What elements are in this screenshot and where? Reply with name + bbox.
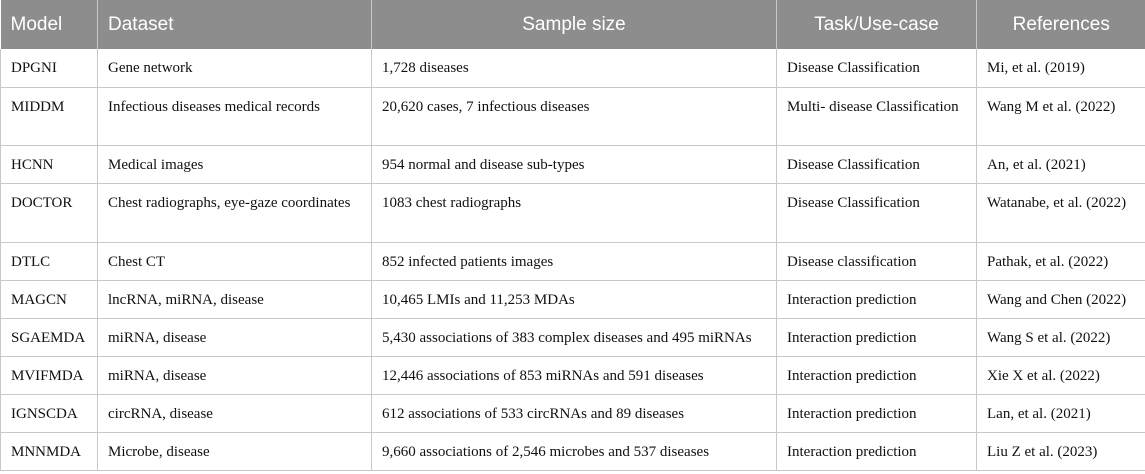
header-model: Model <box>10 13 63 35</box>
cell-reference: Wang M et al. (2022) <box>977 87 1145 145</box>
table-row <box>1 87 1145 145</box>
cell-model: IGNSCDA <box>1 394 98 432</box>
cell-model: DPGNI <box>1 49 98 87</box>
cell-dataset: Infectious diseases medical records <box>98 87 372 145</box>
cell-sample-size: 12,446 associations of 853 miRNAs and 591 diseases <box>372 356 777 394</box>
cell-sample-size: 9,660 associations of 2,546 microbes and 537 diseases <box>372 432 777 470</box>
table-row <box>1 145 1145 183</box>
cell-model: DTLC <box>1 242 98 280</box>
cell-sample-size: 852 infected patients images <box>372 242 777 280</box>
cell-reference: Pathak, et al. (2022) <box>977 242 1145 280</box>
cell-task: Disease Classification <box>777 49 977 87</box>
cell-task: Interaction prediction <box>777 318 977 356</box>
table-row <box>1 280 1145 318</box>
cell-model: MVIFMDA <box>1 356 98 394</box>
cell-model: SGAEMDA <box>1 318 98 356</box>
cell-sample-size: 612 associations of 533 circRNAs and 89 diseases <box>372 394 777 432</box>
cell-task: Interaction prediction <box>777 356 977 394</box>
header-task: Task/Use-case <box>777 0 977 49</box>
table-body <box>1 49 1145 470</box>
cell-sample-size: 20,620 cases, 7 infectious diseases <box>372 87 777 145</box>
cell-reference: Liu Z et al. (2023) <box>977 432 1145 470</box>
table-row <box>1 49 1145 87</box>
cell-dataset: Gene network <box>98 49 372 87</box>
cell-dataset: Chest CT <box>98 242 372 280</box>
table-row <box>1 432 1145 470</box>
cell-model: HCNN <box>1 145 98 183</box>
cell-dataset: lncRNA, miRNA, disease <box>98 280 372 318</box>
cell-task: Multi- disease Classification <box>777 87 977 145</box>
table-row <box>1 394 1145 432</box>
cell-reference: Mi, et al. (2019) <box>977 49 1145 87</box>
cell-dataset: Chest radiographs, eye-gaze coordinates <box>98 183 372 242</box>
cell-sample-size: 10,465 LMIs and 11,253 MDAs <box>372 280 777 318</box>
header-sample-size: Sample size <box>372 0 777 49</box>
cell-model: MIDDM <box>1 87 98 145</box>
cell-sample-size: 1083 chest radiographs <box>372 183 777 242</box>
cell-task: Interaction prediction <box>777 280 977 318</box>
cell-model: MNNMDA <box>1 432 98 470</box>
cell-sample-size: 1,728 diseases <box>372 49 777 87</box>
cell-task: Disease classification <box>777 242 977 280</box>
cell-task: Disease Classification <box>777 145 977 183</box>
cell-task: Interaction prediction <box>777 394 977 432</box>
table-row <box>1 318 1145 356</box>
cell-dataset: miRNA, disease <box>98 356 372 394</box>
cell-reference: Wang and Chen (2022) <box>977 280 1145 318</box>
cell-dataset: circRNA, disease <box>98 394 372 432</box>
table-row <box>1 242 1145 280</box>
cell-reference: Wang S et al. (2022) <box>977 318 1145 356</box>
cell-dataset: Medical images <box>98 145 372 183</box>
cell-task: Interaction prediction <box>777 432 977 470</box>
cell-model: MAGCN <box>1 280 98 318</box>
cell-reference: An, et al. (2021) <box>977 145 1145 183</box>
cell-dataset: miRNA, disease <box>98 318 372 356</box>
cell-task: Disease Classification <box>777 183 977 242</box>
table-row <box>1 183 1145 242</box>
cell-reference: Xie X et al. (2022) <box>977 356 1145 394</box>
table-header <box>1 0 1145 49</box>
header-dataset: Dataset <box>98 0 372 49</box>
header-references: References <box>977 0 1145 49</box>
cell-sample-size: 5,430 associations of 383 complex diseases and 495 miRNAs <box>372 318 777 356</box>
table-row <box>1 356 1145 394</box>
cell-model: DOCTOR <box>1 183 98 242</box>
cell-dataset: Microbe, disease <box>98 432 372 470</box>
cell-sample-size: 954 normal and disease sub-types <box>372 145 777 183</box>
cell-reference: Lan, et al. (2021) <box>977 394 1145 432</box>
header-row <box>1 0 1145 49</box>
cell-reference: Watanabe, et al. (2022) <box>977 183 1145 242</box>
